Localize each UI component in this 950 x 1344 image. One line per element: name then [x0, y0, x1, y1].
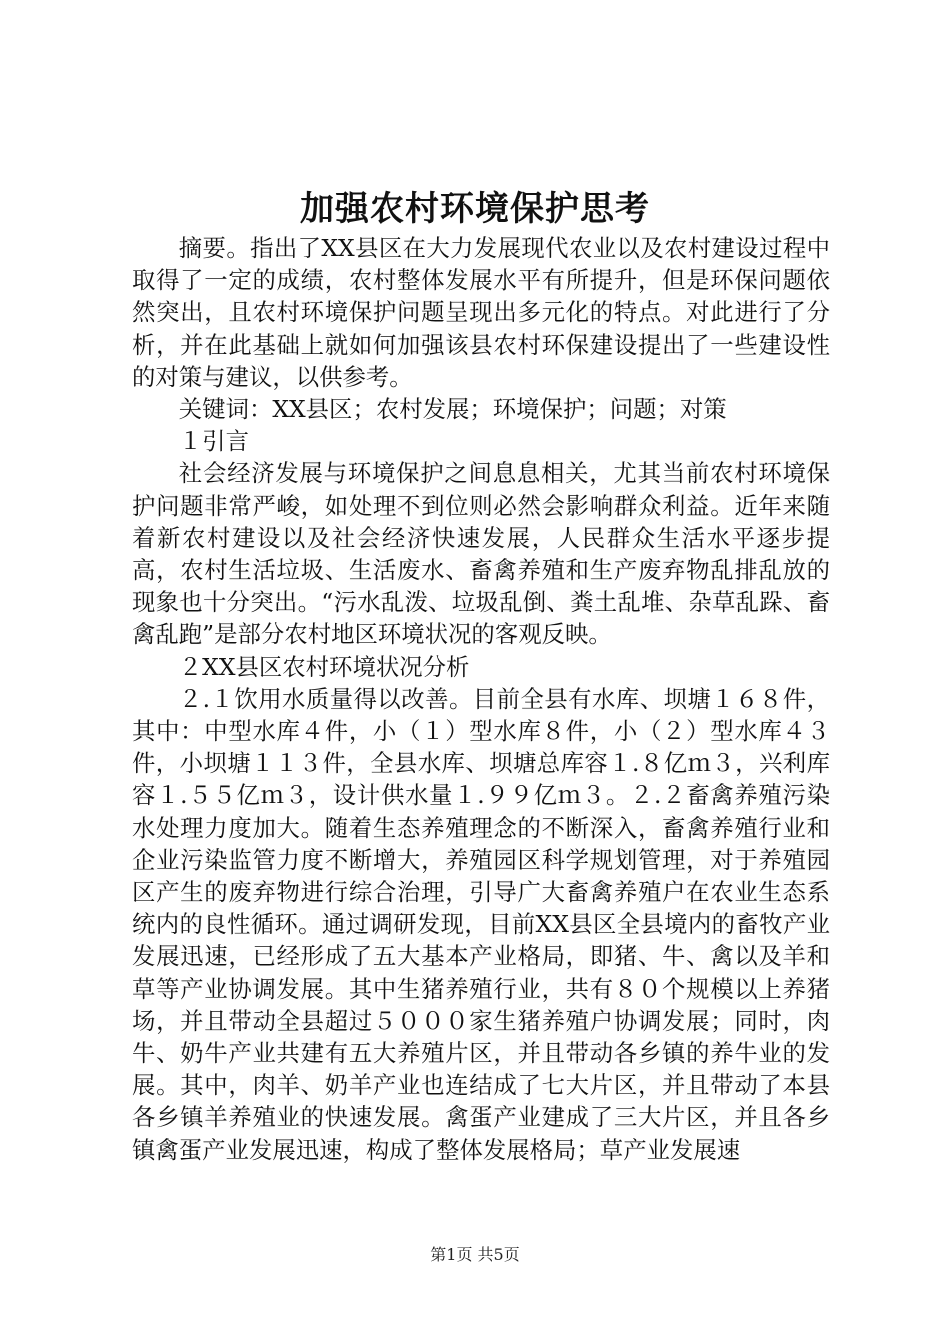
- section-heading-analysis: ２XX县区农村环境状况分析: [178, 652, 470, 681]
- abstract-paragraph: 摘要。指出了XX县区在大力发展现代农业以及农村建设过程中取得了一定的成绩，农村整体发展水平有所提升，但是环保问题依然突出，且农村环境保护问题呈现出多元化的特点。对此进行了分析，并在此基础上就如何加强该县农村环保建设提出了一些建设性的对策与建议，以供参考。: [132, 234, 830, 391]
- section-heading-introduction: １引言: [178, 427, 249, 456]
- document-title: 加强农村环境保护思考: [300, 189, 650, 229]
- analysis-paragraph: ２.１饮用水质量得以改善。目前全县有水库、坝塘１６８件，其中：中型水库４件，小（１）型水库８件，小（２）型水库４３件，小坝塘１１３件，全县水库、坝塘总库容１.８亿ｍ３，兴利库容１.５５亿ｍ３，设计供水量１.９９亿ｍ３。２.２畜禽养殖污染水处理力度加大。随着生态养殖理念的不断深入，畜禽养殖行业和企业污染监管力度不断增大，养殖园区科学规划管理，对于养殖园区产生的废弃物进行综合治理，引导广大畜禽养殖户在农业生态系统内的良性循环。通过调研发现，目前XX县区全县境内的畜牧产业发展迅速，已经形成了五大基本产业格局，即猪、牛、禽以及羊和草等产业协调发展。其中生猪养殖行业，共有８０个规模以上养猪场，并且带动全县超过５０００家生猪养殖户协调发展；同时，肉牛、奶牛产业共建有五大养殖片区，并且带动各乡镇的养牛业的发展。其中，肉羊、奶羊产业也连结成了七大片区，并且带动了本县各乡镇羊养殖业的快速发展。禽蛋产业建成了三大片区，并且各乡镇禽蛋产业发展迅速，构成了整体发展格局；草产业发展速: [132, 684, 830, 1164]
- keywords-paragraph: 关键词：XX县区；农村发展；环境保护；问题；对策: [178, 395, 727, 424]
- introduction-paragraph: 社会经济发展与环境保护之间息息相关，尤其当前农村环境保护问题非常严峻，如处理不到位则必然会影响群众利益。近年来随着新农村建设以及社会经济快速发展，人民群众生活水平逐步提高，农村生活垃圾、生活废水、畜禽养殖和生产废弃物乱排乱放的现象也十分突出。“污水乱泼、垃圾乱倒、粪土乱堆、杂草乱跺、畜禽乱跑”是部分农村地区环境状况的客观反映。: [132, 459, 830, 649]
- page-number-footer: 第1页 共5页: [430, 1245, 520, 1264]
- document-body: [132, 232, 830, 1166]
